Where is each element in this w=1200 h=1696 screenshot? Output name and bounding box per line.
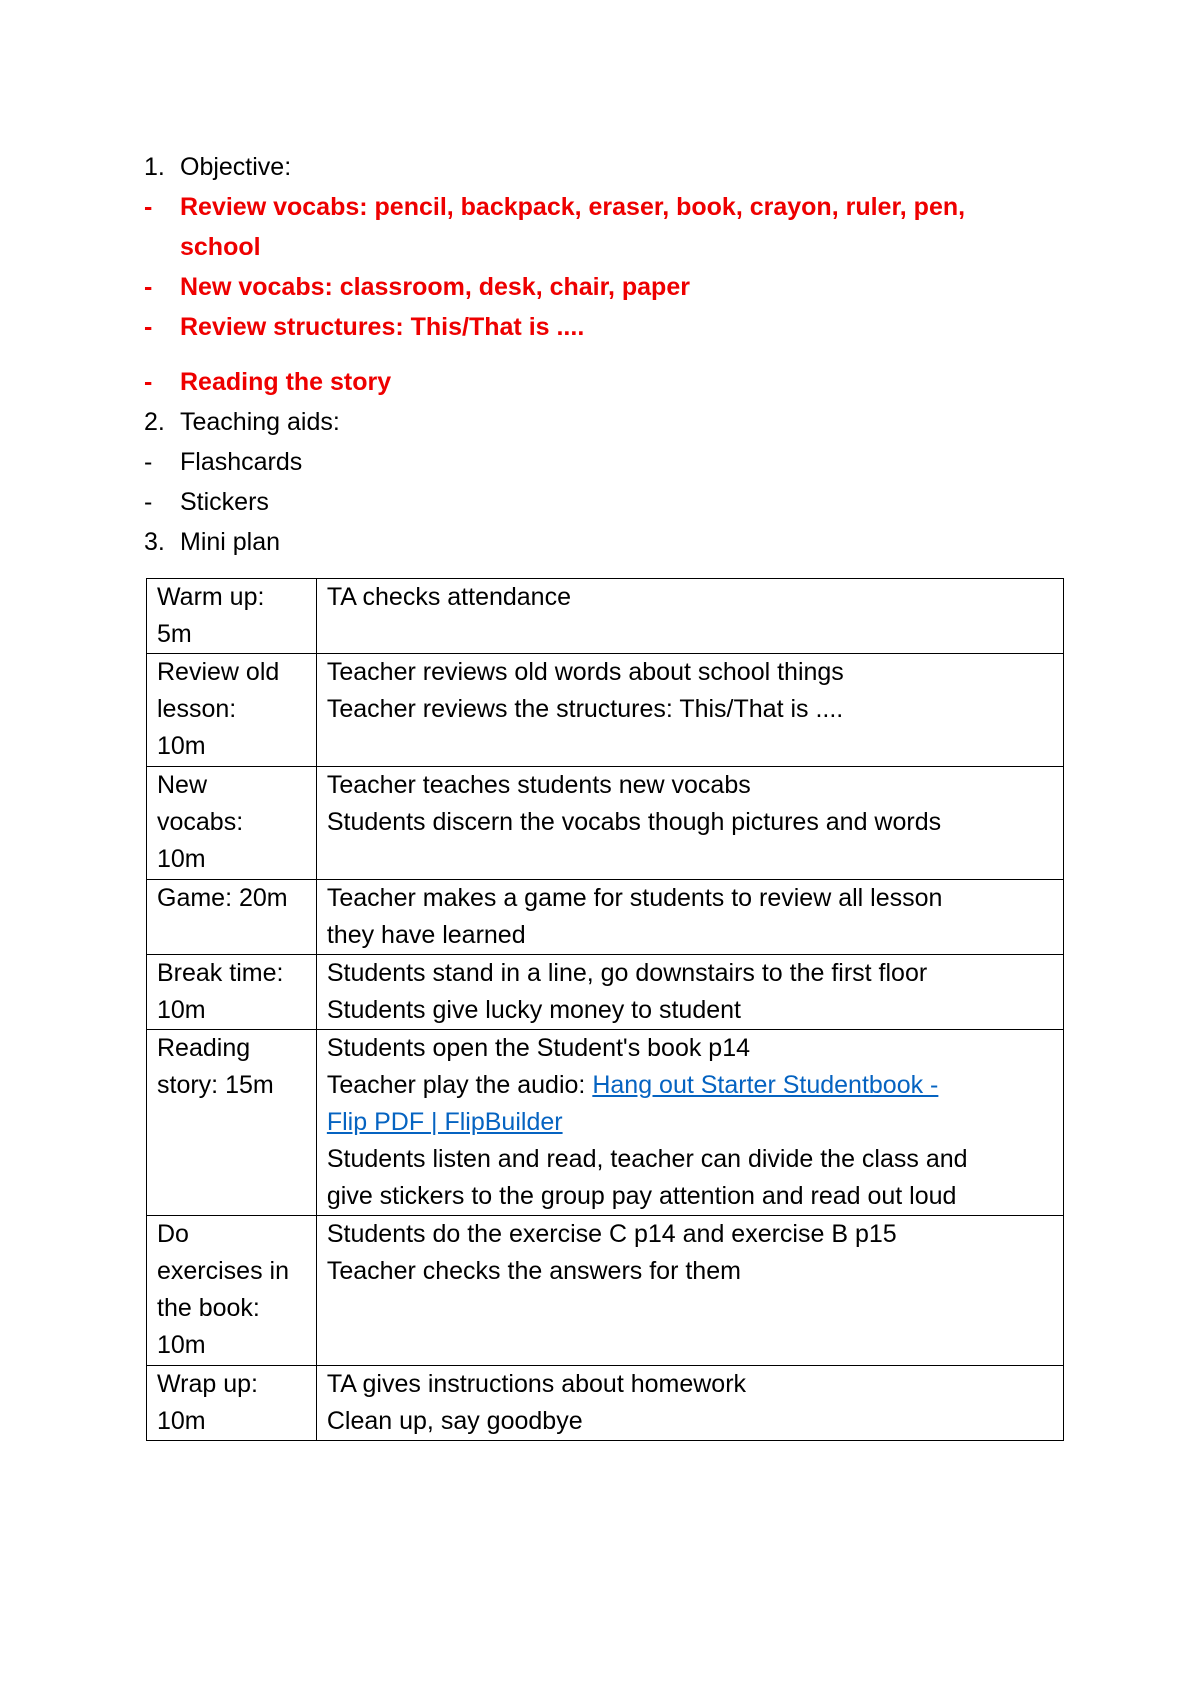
activity-cell	[316, 1216, 1063, 1366]
teaching-aid-item	[144, 482, 269, 522]
objective-item-text: New vocabs: classroom, desk, chair, paper	[180, 273, 690, 301]
stage-text: Review old	[157, 658, 280, 686]
list-bullet: -	[144, 273, 153, 301]
activity-text: Teacher checks the answers for them	[326, 1257, 741, 1285]
activity-text: they have learned	[326, 921, 526, 949]
stage-cell	[147, 767, 317, 880]
activity-text: Students give lucky money to student	[326, 996, 741, 1024]
activity-cell	[316, 579, 1063, 654]
table-row	[147, 1216, 1064, 1366]
activity-text: give stickers to the group pay attention and read out loud	[326, 1182, 957, 1210]
stage-text: 10m	[157, 1331, 206, 1359]
objective-item-text: school	[180, 233, 261, 261]
teaching-aids-heading	[144, 402, 340, 442]
objective-item-text: Review vocabs: pencil, backpack, eraser, book, crayon, ruler, pen,	[180, 193, 966, 221]
activity-cell	[316, 1366, 1063, 1441]
stage-text: 10m	[157, 1407, 206, 1435]
list-bullet: -	[144, 448, 153, 476]
activity-text: Students do the exercise C p14 and exercise B p15	[326, 1220, 897, 1248]
objective-item-text: Review structures: This/That is ....	[180, 313, 585, 341]
table-row	[147, 880, 1064, 955]
stage-text: vocabs:	[157, 808, 244, 836]
activity-audio-line	[327, 1104, 1053, 1141]
stage-text: Break time:	[157, 959, 284, 987]
stage-cell	[147, 1366, 317, 1441]
activity-text: Students stand in a line, go downstairs to the first floor	[326, 959, 928, 987]
list-number: 3.	[144, 528, 165, 556]
activity-audio-line	[327, 1067, 1053, 1104]
stage-cell	[147, 1216, 317, 1366]
table-row	[147, 654, 1064, 767]
objective-item	[144, 187, 966, 227]
table-row	[147, 767, 1064, 880]
stage-text: exercises in	[157, 1257, 289, 1285]
stage-text: 10m	[157, 732, 206, 760]
teaching-aids-title: Teaching aids:	[180, 408, 340, 436]
list-bullet: -	[144, 313, 153, 341]
stage-text: New	[157, 771, 208, 799]
activity-text: Students open the Student's book p14	[326, 1034, 751, 1062]
stage-cell	[147, 880, 317, 955]
list-bullet: -	[144, 368, 153, 396]
activity-text: TA checks attendance	[326, 583, 571, 611]
stage-text: Wrap up:	[157, 1370, 258, 1398]
activity-text: Teacher reviews old words about school things	[326, 658, 844, 686]
list-bullet: -	[144, 193, 153, 221]
stage-cell	[147, 1030, 317, 1216]
table-row	[147, 1366, 1064, 1441]
objective-item-text: Reading the story	[180, 368, 392, 396]
stage-text: 5m	[157, 620, 192, 648]
audio-link-continuation[interactable]: Flip PDF | FlipBuilder	[326, 1108, 563, 1136]
mini-plan-table	[146, 578, 1064, 1441]
activity-text: Teacher play the audio:	[326, 1071, 593, 1099]
stage-text: 10m	[157, 996, 206, 1024]
stage-text: the book:	[157, 1294, 260, 1322]
list-bullet: -	[144, 488, 153, 516]
stage-cell	[147, 955, 317, 1030]
objective-item-continuation	[180, 227, 261, 267]
table-row	[147, 579, 1064, 654]
objective-heading	[144, 147, 292, 187]
teaching-aid-text: Flashcards	[180, 448, 303, 476]
stage-cell	[147, 579, 317, 654]
audio-link[interactable]: Hang out Starter Studentbook -	[592, 1071, 939, 1099]
activity-text: Teacher makes a game for students to review all lesson	[326, 884, 943, 912]
activity-text: Students discern the vocabs though pictures and words	[326, 808, 942, 836]
activity-text: Students listen and read, teacher can divide the class and	[326, 1145, 968, 1173]
teaching-aid-item	[144, 442, 303, 482]
activity-text: Teacher teaches students new vocabs	[326, 771, 751, 799]
stage-cell	[147, 654, 317, 767]
objective-title: Objective:	[180, 153, 292, 181]
list-number: 1.	[144, 153, 165, 181]
activity-text: Teacher reviews the structures: This/That is ....	[326, 695, 844, 723]
stage-text: 10m	[157, 845, 206, 873]
list-number: 2.	[144, 408, 165, 436]
activity-text: TA gives instructions about homework	[326, 1370, 747, 1398]
teaching-aid-text: Stickers	[180, 488, 269, 516]
table-row	[147, 1030, 1064, 1216]
mini-plan-title: Mini plan	[180, 528, 281, 556]
stage-text: Game: 20m	[157, 884, 288, 912]
stage-text: story: 15m	[157, 1071, 274, 1099]
stage-text: Warm up:	[157, 583, 265, 611]
objective-item	[144, 307, 585, 347]
stage-text: lesson:	[157, 695, 237, 723]
objective-item	[144, 267, 690, 307]
activity-cell	[316, 654, 1063, 767]
mini-plan-heading	[144, 522, 281, 562]
stage-text: Reading	[157, 1034, 251, 1062]
table-row	[147, 955, 1064, 1030]
activity-text: Clean up, say goodbye	[326, 1407, 583, 1435]
activity-cell	[316, 767, 1063, 880]
objective-item	[144, 362, 392, 402]
activity-cell	[316, 1030, 1063, 1216]
activity-cell	[316, 955, 1063, 1030]
stage-text: Do	[157, 1220, 189, 1248]
activity-cell	[316, 880, 1063, 955]
